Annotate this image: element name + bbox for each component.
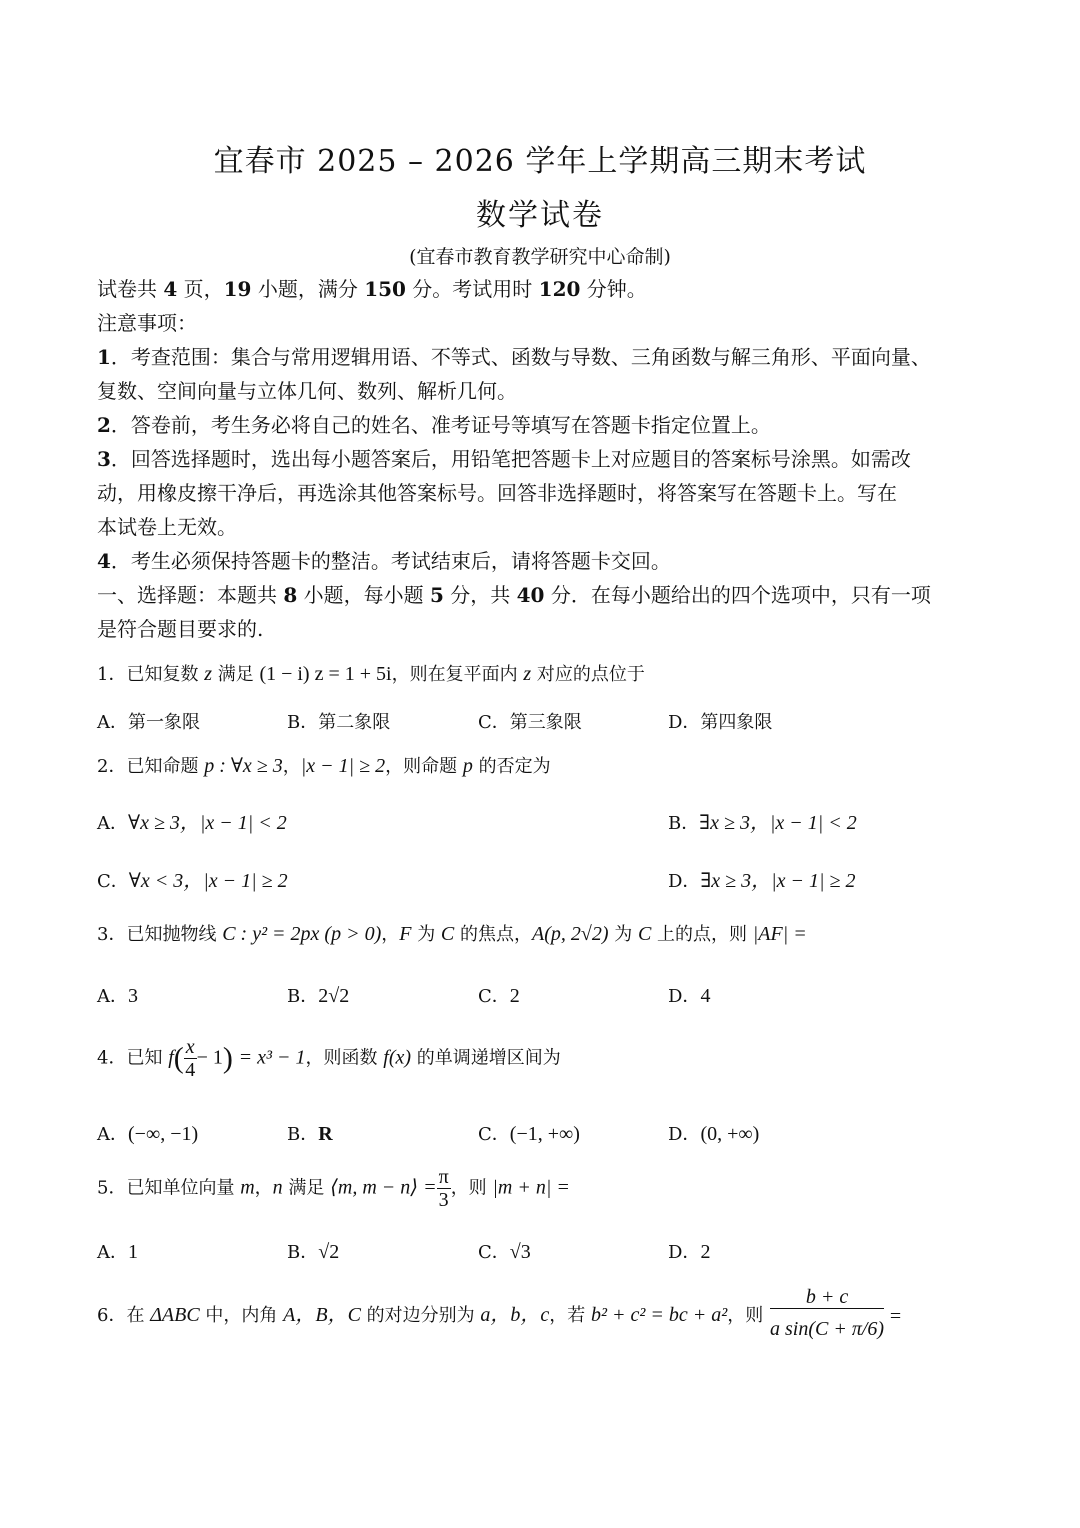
note-3-line-1: 3．回答选择题时，选出每小题答案后，用铅笔把答题卡上对应题目的答案标号涂黑。如需改 (97, 447, 911, 471)
note-1-line-1: 1．考查范围：集合与常用逻辑用语、不等式、函数与导数、三角函数与解三角形、平面向量、 (97, 345, 931, 369)
note-1-line-2: 复数、空间向量与立体几何、数列、解析几何。 (97, 379, 517, 403)
question-5-option-b[interactable]: B．√2 (287, 1241, 340, 1263)
issuing-organization: (宜春市教育教学研究中心命制) (409, 246, 671, 268)
question-5-option-a[interactable]: A．1 (97, 1241, 138, 1263)
exam-summary: 试卷共 4 页，19 小题，满分 150 分。考试用时 120 分钟。 (97, 277, 647, 301)
notice-title: 注意事项： (97, 311, 197, 335)
question-6-fraction: $\frac{b + c}{\text{a sin(C + π/6)}}$ = (770, 1286, 902, 1340)
question-5-option-d[interactable]: D．2 (668, 1241, 711, 1263)
question-4-option-b[interactable]: B．R (287, 1123, 333, 1145)
question-6-stem: 6．在 ΔABC 中，内角 A，B，C 的对边分别为 a，b，c，若 b² + c² = bc + a²，则 (97, 1304, 764, 1326)
question-4-option-d[interactable]: D．(0, +∞) (668, 1123, 760, 1145)
question-5-option-c[interactable]: C．√3 (478, 1241, 531, 1263)
section-heading: 一、选择题：本题共 8 小题，每小题 5 分，共 40 分．在每小题给出的四个选项中，只有一项 (97, 583, 931, 607)
question-1-option-a[interactable]: A．第一象限 (97, 712, 200, 733)
question-4-stem: 4．已知 f( $\frac{x}{4}$ − 1) = x³ − 1，则函数 f(x) 的单调递增区间为 (97, 1036, 561, 1081)
question-1-option-c[interactable]: C．第三象限 (478, 712, 582, 733)
exam-subtitle: 数学试卷 (476, 198, 604, 233)
question-2-option-b[interactable]: B．∃x ≥ 3，|x − 1| < 2 (668, 812, 857, 834)
question-5-fraction: $\frac{\pi}{3}$ (438, 1166, 449, 1211)
note-3-line-3: 本试卷上无效。 (97, 515, 237, 539)
question-5-stem: 5．已知单位向量 m，n 满足 ⟨m, m − n⟩ = $\frac{\pi}{3}$ ，则 |m + n| = (97, 1166, 570, 1211)
question-2-stem: 2．已知命题 p : ∀x ≥ 3，|x − 1| ≥ 2，则命题 p 的否定为 (97, 755, 551, 777)
exam-title: 宜春市 2025 – 2026 学年上学期高三期末考试 (213, 144, 867, 179)
question-3-option-a[interactable]: A．3 (97, 985, 138, 1007)
note-4: 4．考生必须保持答题卡的整洁。考试结束后，请将答题卡交回。 (97, 549, 671, 573)
question-4-fraction: $\frac{x}{4}$ (185, 1036, 196, 1081)
question-1-stem: 1．已知复数 z 满足 (1 − i) z = 1 + 5i，则在复平面内 z 对应的点位于 (97, 663, 645, 685)
question-4-option-c[interactable]: C．(−1, +∞) (478, 1123, 580, 1145)
question-2-option-a[interactable]: A．∀x ≥ 3，|x − 1| < 2 (97, 812, 287, 834)
section-heading-line-2: 是符合题目要求的. (97, 617, 264, 641)
question-3-option-c[interactable]: C．2 (478, 985, 520, 1007)
question-2-option-d[interactable]: D．∃x ≥ 3，|x − 1| ≥ 2 (668, 870, 856, 892)
question-1-equation: (1 − i) z = 1 + 5i (259, 663, 392, 685)
question-1-option-b[interactable]: B．第二象限 (287, 712, 391, 733)
question-1-option-d[interactable]: D．第四象限 (668, 712, 773, 733)
question-4-option-a[interactable]: A．(−∞, −1) (97, 1123, 199, 1145)
question-3-stem: 3．已知抛物线 C : y² = 2px (p > 0)，F 为 C 的焦点，A(p, 2√2) 为 C 上的点，则 |AF| = (97, 923, 807, 945)
note-2: 2．答卷前，考生务必将自己的姓名、准考证号等填写在答题卡指定位置上。 (97, 413, 771, 437)
question-2-option-c[interactable]: C．∀x < 3，|x − 1| ≥ 2 (97, 870, 288, 892)
question-3-option-b[interactable]: B．2√2 (287, 985, 350, 1007)
question-3-option-d[interactable]: D．4 (668, 985, 711, 1007)
note-3-line-2: 动，用橡皮擦干净后，再选涂其他答案标号。回答非选择题时，将答案写在答题卡上。写在 (97, 481, 897, 505)
